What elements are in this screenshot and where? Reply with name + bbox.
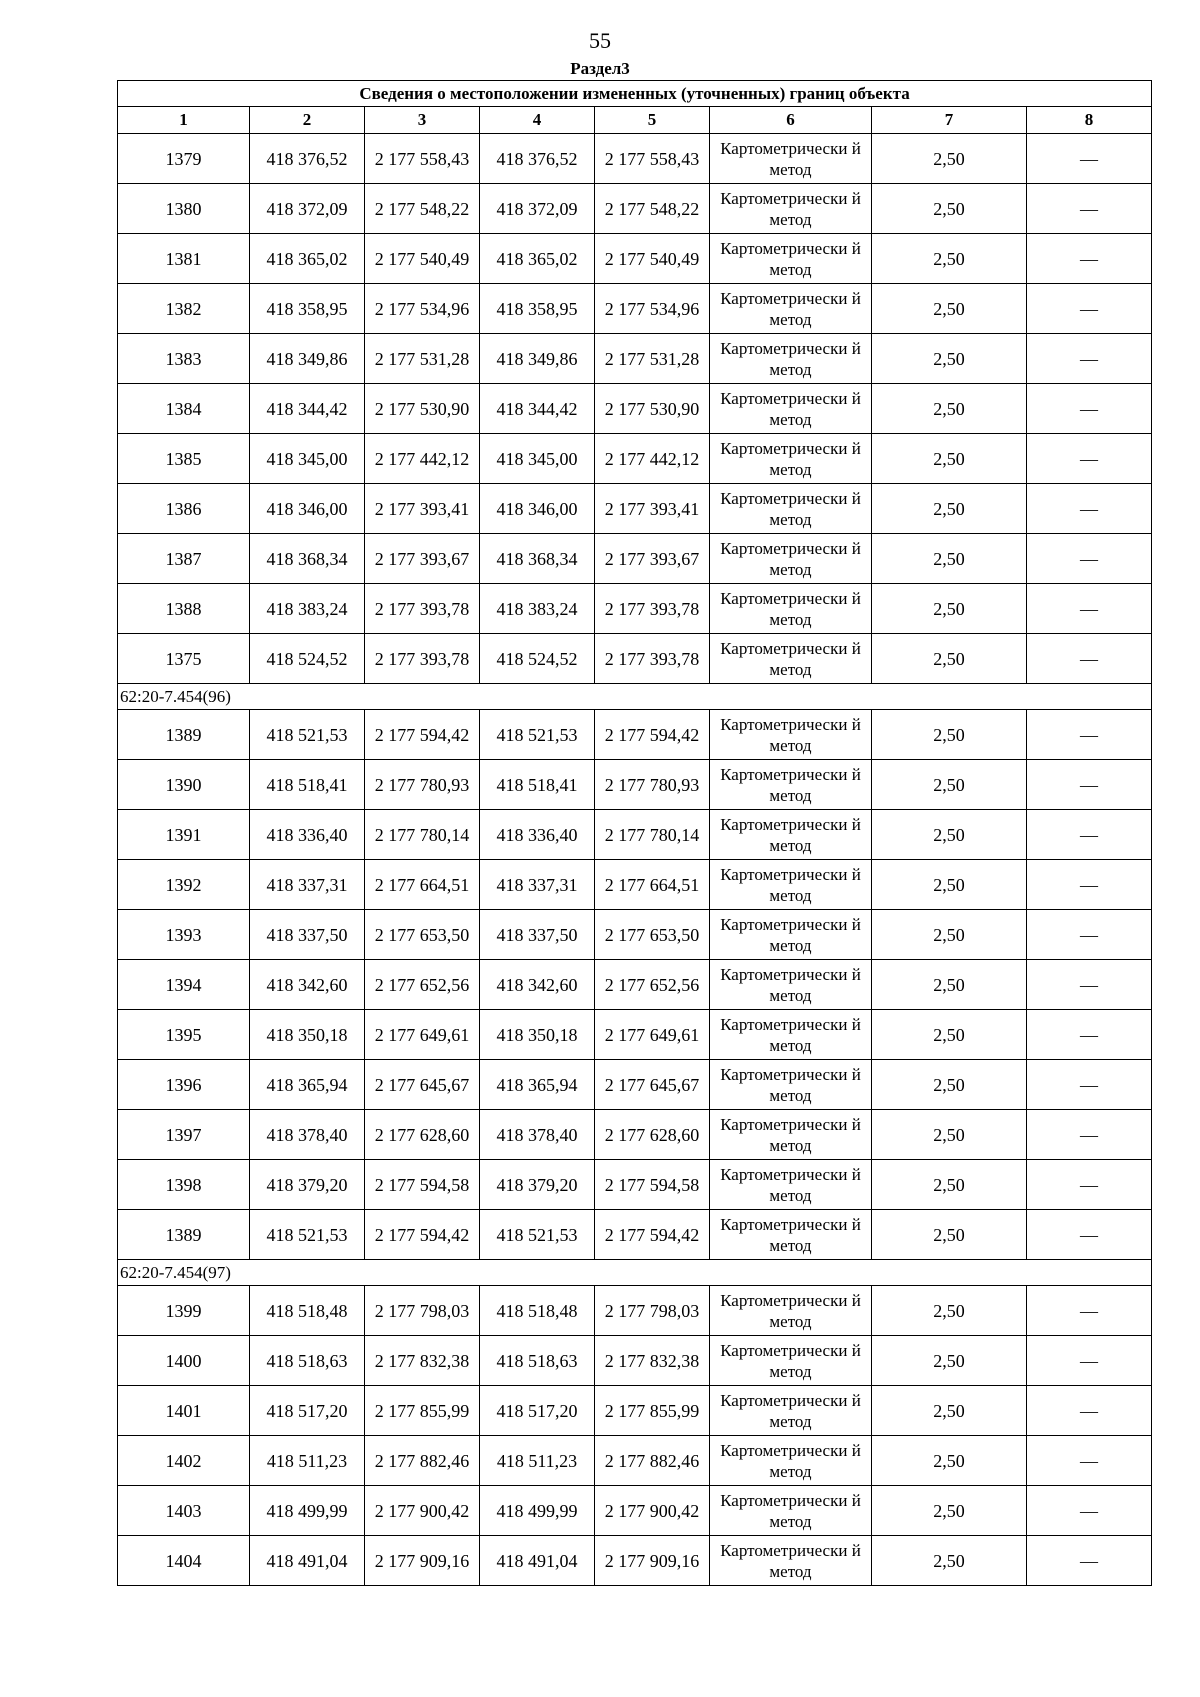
column-number-row: [118, 107, 1152, 134]
table-row: [118, 1286, 1152, 1336]
method-cell: Картометрически й метод: [710, 1536, 872, 1586]
method-cell: Картометрически й метод: [710, 810, 872, 860]
y-new-cell: 2 177 900,42: [595, 1486, 710, 1536]
description-cell: —: [1027, 484, 1152, 534]
y-old-cell: 2 177 558,43: [365, 134, 480, 184]
x-new-cell: 418 372,09: [480, 184, 595, 234]
table-row: [118, 1386, 1152, 1436]
column-number: 7: [872, 107, 1027, 134]
accuracy-cell: 2,50: [872, 1386, 1027, 1436]
description-cell: —: [1027, 584, 1152, 634]
description-cell: —: [1027, 534, 1152, 584]
description-cell: —: [1027, 1210, 1152, 1260]
description-cell: —: [1027, 710, 1152, 760]
y-new-cell: 2 177 832,38: [595, 1336, 710, 1386]
description-cell: —: [1027, 1336, 1152, 1386]
point-number-cell: 1385: [118, 434, 250, 484]
x-new-cell: 418 524,52: [480, 634, 595, 684]
contour-label-row: [118, 684, 1152, 710]
x-new-cell: 418 342,60: [480, 960, 595, 1010]
y-new-cell: 2 177 882,46: [595, 1436, 710, 1486]
method-cell: Картометрически й метод: [710, 1336, 872, 1386]
accuracy-cell: 2,50: [872, 434, 1027, 484]
x-old-cell: 418 345,00: [250, 434, 365, 484]
y-old-cell: 2 177 649,61: [365, 1010, 480, 1060]
x-new-cell: 418 518,63: [480, 1336, 595, 1386]
table-row: [118, 960, 1152, 1010]
x-new-cell: 418 349,86: [480, 334, 595, 384]
y-old-cell: 2 177 628,60: [365, 1110, 480, 1160]
x-new-cell: 418 346,00: [480, 484, 595, 534]
accuracy-cell: 2,50: [872, 134, 1027, 184]
table-row: [118, 434, 1152, 484]
y-old-cell: 2 177 855,99: [365, 1386, 480, 1436]
method-cell: Картометрически й метод: [710, 234, 872, 284]
x-old-cell: 418 344,42: [250, 384, 365, 434]
table-row: [118, 1110, 1152, 1160]
accuracy-cell: 2,50: [872, 1060, 1027, 1110]
y-old-cell: 2 177 540,49: [365, 234, 480, 284]
x-old-cell: 418 368,34: [250, 534, 365, 584]
method-cell: Картометрически й метод: [710, 710, 872, 760]
accuracy-cell: 2,50: [872, 910, 1027, 960]
accuracy-cell: 2,50: [872, 1336, 1027, 1386]
x-old-cell: 418 346,00: [250, 484, 365, 534]
section-title: Раздел3: [570, 59, 630, 78]
x-new-cell: 418 383,24: [480, 584, 595, 634]
x-new-cell: 418 518,48: [480, 1286, 595, 1336]
method-cell: Картометрически й метод: [710, 960, 872, 1010]
accuracy-cell: 2,50: [872, 1160, 1027, 1210]
y-new-cell: 2 177 855,99: [595, 1386, 710, 1436]
method-cell: Картометрически й метод: [710, 284, 872, 334]
point-number-cell: 1379: [118, 134, 250, 184]
y-old-cell: 2 177 594,42: [365, 1210, 480, 1260]
point-number-cell: 1397: [118, 1110, 250, 1160]
point-number-cell: 1384: [118, 384, 250, 434]
method-cell: Картометрически й метод: [710, 634, 872, 684]
point-number-cell: 1395: [118, 1010, 250, 1060]
y-new-cell: 2 177 652,56: [595, 960, 710, 1010]
method-cell: Картометрически й метод: [710, 860, 872, 910]
table-row: [118, 384, 1152, 434]
page-number: 55: [589, 28, 611, 53]
x-old-cell: 418 365,94: [250, 1060, 365, 1110]
y-new-cell: 2 177 393,78: [595, 634, 710, 684]
description-cell: —: [1027, 1160, 1152, 1210]
accuracy-cell: 2,50: [872, 634, 1027, 684]
table-row: [118, 334, 1152, 384]
method-cell: Картометрически й метод: [710, 1110, 872, 1160]
x-old-cell: 418 336,40: [250, 810, 365, 860]
contour-label-row: [118, 1260, 1152, 1286]
table-caption: Сведения о местоположении измененных (уточненных) границ объекта: [118, 81, 1152, 107]
y-old-cell: 2 177 534,96: [365, 284, 480, 334]
y-new-cell: 2 177 909,16: [595, 1536, 710, 1586]
method-cell: Картометрически й метод: [710, 184, 872, 234]
x-new-cell: 418 350,18: [480, 1010, 595, 1060]
method-cell: Картометрически й метод: [710, 584, 872, 634]
x-new-cell: 418 491,04: [480, 1536, 595, 1586]
y-new-cell: 2 177 594,42: [595, 710, 710, 760]
accuracy-cell: 2,50: [872, 710, 1027, 760]
y-new-cell: 2 177 780,14: [595, 810, 710, 860]
x-new-cell: 418 365,02: [480, 234, 595, 284]
point-number-cell: 1396: [118, 1060, 250, 1110]
point-number-cell: 1387: [118, 534, 250, 584]
x-old-cell: 418 379,20: [250, 1160, 365, 1210]
y-new-cell: 2 177 645,67: [595, 1060, 710, 1110]
y-old-cell: 2 177 798,03: [365, 1286, 480, 1336]
y-old-cell: 2 177 594,58: [365, 1160, 480, 1210]
x-old-cell: 418 337,50: [250, 910, 365, 960]
table-row: [118, 760, 1152, 810]
x-old-cell: 418 358,95: [250, 284, 365, 334]
description-cell: —: [1027, 384, 1152, 434]
table-row: [118, 1010, 1152, 1060]
accuracy-cell: 2,50: [872, 284, 1027, 334]
point-number-cell: 1399: [118, 1286, 250, 1336]
y-old-cell: 2 177 882,46: [365, 1436, 480, 1486]
x-old-cell: 418 499,99: [250, 1486, 365, 1536]
point-number-cell: 1403: [118, 1486, 250, 1536]
point-number-cell: 1404: [118, 1536, 250, 1586]
point-number-cell: 1380: [118, 184, 250, 234]
y-new-cell: 2 177 780,93: [595, 760, 710, 810]
table-row: [118, 910, 1152, 960]
column-number: 6: [710, 107, 872, 134]
x-new-cell: 418 337,31: [480, 860, 595, 910]
point-number-cell: 1388: [118, 584, 250, 634]
point-number-cell: 1383: [118, 334, 250, 384]
x-new-cell: 418 499,99: [480, 1486, 595, 1536]
x-new-cell: 418 517,20: [480, 1386, 595, 1436]
y-new-cell: 2 177 530,90: [595, 384, 710, 434]
description-cell: —: [1027, 960, 1152, 1010]
description-cell: —: [1027, 1536, 1152, 1586]
x-old-cell: 418 518,48: [250, 1286, 365, 1336]
y-new-cell: 2 177 649,61: [595, 1010, 710, 1060]
method-cell: Картометрически й метод: [710, 1386, 872, 1436]
accuracy-cell: 2,50: [872, 1536, 1027, 1586]
x-old-cell: 418 365,02: [250, 234, 365, 284]
accuracy-cell: 2,50: [872, 234, 1027, 284]
point-number-cell: 1389: [118, 1210, 250, 1260]
description-cell: —: [1027, 1010, 1152, 1060]
column-number: 3: [365, 107, 480, 134]
x-new-cell: 418 378,40: [480, 1110, 595, 1160]
method-cell: Картометрически й метод: [710, 1286, 872, 1336]
y-old-cell: 2 177 393,67: [365, 534, 480, 584]
description-cell: —: [1027, 910, 1152, 960]
point-number-cell: 1398: [118, 1160, 250, 1210]
x-new-cell: 418 365,94: [480, 1060, 595, 1110]
contour-label: 62:20-7.454(97): [118, 1260, 1152, 1286]
y-old-cell: 2 177 780,14: [365, 810, 480, 860]
x-new-cell: 418 358,95: [480, 284, 595, 334]
x-old-cell: 418 524,52: [250, 634, 365, 684]
table-row: [118, 1210, 1152, 1260]
accuracy-cell: 2,50: [872, 1286, 1027, 1336]
description-cell: —: [1027, 1436, 1152, 1486]
point-number-cell: 1400: [118, 1336, 250, 1386]
accuracy-cell: 2,50: [872, 534, 1027, 584]
description-cell: —: [1027, 1060, 1152, 1110]
y-old-cell: 2 177 653,50: [365, 910, 480, 960]
table-body: [118, 81, 1152, 1586]
y-old-cell: 2 177 393,41: [365, 484, 480, 534]
x-old-cell: 418 517,20: [250, 1386, 365, 1436]
y-new-cell: 2 177 558,43: [595, 134, 710, 184]
table-row: [118, 534, 1152, 584]
y-old-cell: 2 177 442,12: [365, 434, 480, 484]
method-cell: Картометрически й метод: [710, 1486, 872, 1536]
y-old-cell: 2 177 900,42: [365, 1486, 480, 1536]
description-cell: —: [1027, 334, 1152, 384]
table-row: [118, 634, 1152, 684]
method-cell: Картометрически й метод: [710, 760, 872, 810]
x-new-cell: 418 336,40: [480, 810, 595, 860]
method-cell: Картометрически й метод: [710, 1010, 872, 1060]
x-new-cell: 418 379,20: [480, 1160, 595, 1210]
table-row: [118, 284, 1152, 334]
x-old-cell: 418 376,52: [250, 134, 365, 184]
method-cell: Картометрически й метод: [710, 434, 872, 484]
column-number: 2: [250, 107, 365, 134]
table-row: [118, 1060, 1152, 1110]
table-row: [118, 134, 1152, 184]
accuracy-cell: 2,50: [872, 1110, 1027, 1160]
description-cell: —: [1027, 634, 1152, 684]
description-cell: —: [1027, 184, 1152, 234]
x-new-cell: 418 368,34: [480, 534, 595, 584]
y-new-cell: 2 177 798,03: [595, 1286, 710, 1336]
accuracy-cell: 2,50: [872, 584, 1027, 634]
point-number-cell: 1375: [118, 634, 250, 684]
table-row: [118, 810, 1152, 860]
description-cell: —: [1027, 1286, 1152, 1336]
x-new-cell: 418 521,53: [480, 1210, 595, 1260]
column-number: 5: [595, 107, 710, 134]
x-old-cell: 418 378,40: [250, 1110, 365, 1160]
x-old-cell: 418 349,86: [250, 334, 365, 384]
point-number-cell: 1401: [118, 1386, 250, 1436]
description-cell: —: [1027, 134, 1152, 184]
method-cell: Картометрически й метод: [710, 484, 872, 534]
y-new-cell: 2 177 442,12: [595, 434, 710, 484]
x-new-cell: 418 345,00: [480, 434, 595, 484]
point-number-cell: 1390: [118, 760, 250, 810]
y-new-cell: 2 177 534,96: [595, 284, 710, 334]
y-old-cell: 2 177 832,38: [365, 1336, 480, 1386]
x-old-cell: 418 521,53: [250, 710, 365, 760]
y-new-cell: 2 177 594,42: [595, 1210, 710, 1260]
contour-label: 62:20-7.454(96): [118, 684, 1152, 710]
y-old-cell: 2 177 393,78: [365, 634, 480, 684]
table-row: [118, 1436, 1152, 1486]
y-new-cell: 2 177 393,78: [595, 584, 710, 634]
x-new-cell: 418 521,53: [480, 710, 595, 760]
description-cell: —: [1027, 1486, 1152, 1536]
column-number: 8: [1027, 107, 1152, 134]
table-row: [118, 860, 1152, 910]
table-row: [118, 1160, 1152, 1210]
y-old-cell: 2 177 645,67: [365, 1060, 480, 1110]
table-row: [118, 484, 1152, 534]
accuracy-cell: 2,50: [872, 1486, 1027, 1536]
y-old-cell: 2 177 664,51: [365, 860, 480, 910]
method-cell: Картометрически й метод: [710, 384, 872, 434]
y-old-cell: 2 177 530,90: [365, 384, 480, 434]
accuracy-cell: 2,50: [872, 860, 1027, 910]
point-number-cell: 1393: [118, 910, 250, 960]
method-cell: Картометрически й метод: [710, 1436, 872, 1486]
y-old-cell: 2 177 393,78: [365, 584, 480, 634]
x-old-cell: 418 511,23: [250, 1436, 365, 1486]
table-row: [118, 184, 1152, 234]
y-new-cell: 2 177 540,49: [595, 234, 710, 284]
x-old-cell: 418 491,04: [250, 1536, 365, 1586]
description-cell: —: [1027, 810, 1152, 860]
point-number-cell: 1392: [118, 860, 250, 910]
point-number-cell: 1386: [118, 484, 250, 534]
x-new-cell: 418 344,42: [480, 384, 595, 434]
point-number-cell: 1394: [118, 960, 250, 1010]
x-old-cell: 418 337,31: [250, 860, 365, 910]
accuracy-cell: 2,50: [872, 334, 1027, 384]
column-number: 4: [480, 107, 595, 134]
x-old-cell: 418 342,60: [250, 960, 365, 1010]
x-new-cell: 418 518,41: [480, 760, 595, 810]
description-cell: —: [1027, 434, 1152, 484]
y-old-cell: 2 177 548,22: [365, 184, 480, 234]
method-cell: Картометрически й метод: [710, 334, 872, 384]
y-old-cell: 2 177 780,93: [365, 760, 480, 810]
description-cell: —: [1027, 284, 1152, 334]
point-number-cell: 1389: [118, 710, 250, 760]
point-number-cell: 1382: [118, 284, 250, 334]
column-number: 1: [118, 107, 250, 134]
accuracy-cell: 2,50: [872, 1436, 1027, 1486]
x-old-cell: 418 518,41: [250, 760, 365, 810]
x-new-cell: 418 337,50: [480, 910, 595, 960]
y-new-cell: 2 177 653,50: [595, 910, 710, 960]
accuracy-cell: 2,50: [872, 184, 1027, 234]
y-new-cell: 2 177 594,58: [595, 1160, 710, 1210]
x-old-cell: 418 372,09: [250, 184, 365, 234]
coordinates-table: [117, 80, 1152, 1586]
y-new-cell: 2 177 531,28: [595, 334, 710, 384]
y-old-cell: 2 177 531,28: [365, 334, 480, 384]
y-new-cell: 2 177 628,60: [595, 1110, 710, 1160]
point-number-cell: 1402: [118, 1436, 250, 1486]
description-cell: —: [1027, 760, 1152, 810]
y-new-cell: 2 177 393,41: [595, 484, 710, 534]
x-new-cell: 418 376,52: [480, 134, 595, 184]
x-old-cell: 418 350,18: [250, 1010, 365, 1060]
table-row: [118, 1536, 1152, 1586]
y-new-cell: 2 177 664,51: [595, 860, 710, 910]
y-old-cell: 2 177 652,56: [365, 960, 480, 1010]
accuracy-cell: 2,50: [872, 810, 1027, 860]
x-old-cell: 418 383,24: [250, 584, 365, 634]
table-row: [118, 1486, 1152, 1536]
y-old-cell: 2 177 909,16: [365, 1536, 480, 1586]
x-old-cell: 418 521,53: [250, 1210, 365, 1260]
table-row: [118, 710, 1152, 760]
method-cell: Картометрически й метод: [710, 1210, 872, 1260]
point-number-cell: 1391: [118, 810, 250, 860]
y-old-cell: 2 177 594,42: [365, 710, 480, 760]
method-cell: Картометрически й метод: [710, 1160, 872, 1210]
y-new-cell: 2 177 548,22: [595, 184, 710, 234]
accuracy-cell: 2,50: [872, 960, 1027, 1010]
method-cell: Картометрически й метод: [710, 1060, 872, 1110]
description-cell: —: [1027, 1110, 1152, 1160]
x-new-cell: 418 511,23: [480, 1436, 595, 1486]
accuracy-cell: 2,50: [872, 484, 1027, 534]
accuracy-cell: 2,50: [872, 384, 1027, 434]
table-caption-row: [118, 81, 1152, 107]
x-old-cell: 418 518,63: [250, 1336, 365, 1386]
description-cell: —: [1027, 860, 1152, 910]
table-row: [118, 1336, 1152, 1386]
accuracy-cell: 2,50: [872, 760, 1027, 810]
method-cell: Картометрически й метод: [710, 910, 872, 960]
y-new-cell: 2 177 393,67: [595, 534, 710, 584]
table-row: [118, 584, 1152, 634]
description-cell: —: [1027, 234, 1152, 284]
accuracy-cell: 2,50: [872, 1210, 1027, 1260]
accuracy-cell: 2,50: [872, 1010, 1027, 1060]
method-cell: Картометрически й метод: [710, 134, 872, 184]
description-cell: —: [1027, 1386, 1152, 1436]
point-number-cell: 1381: [118, 234, 250, 284]
table-row: [118, 234, 1152, 284]
method-cell: Картометрически й метод: [710, 534, 872, 584]
